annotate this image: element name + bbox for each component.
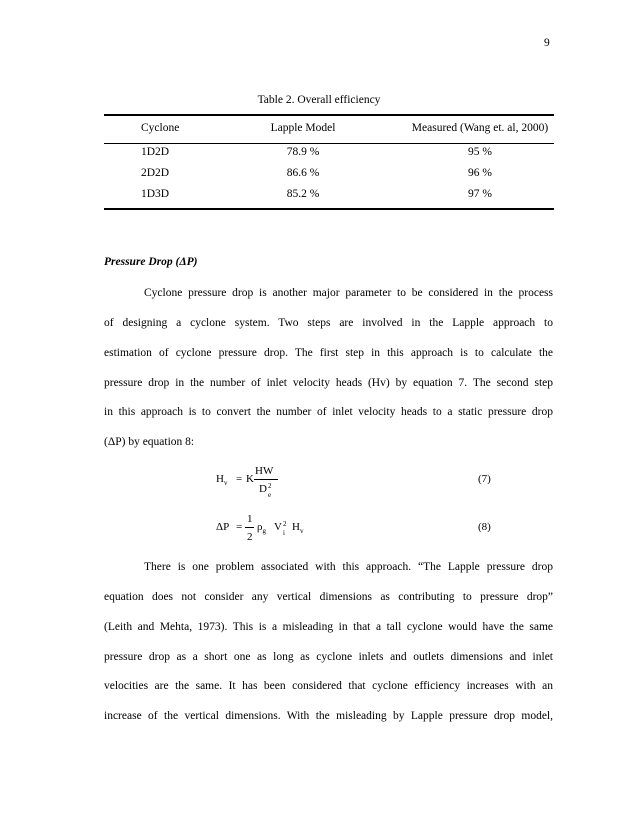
paragraph-line: (Leith and Mehta, 1973). This is a misleading in that a tall cyclone would have the same xyxy=(104,621,553,633)
table-cell-lapple: 86.6 % xyxy=(286,167,320,179)
eq8-fraction-bar xyxy=(245,527,254,528)
paragraph-line: pressure drop in the number of inlet velocity heads (Hv) by equation 7. The second step xyxy=(104,377,553,389)
table-cell-lapple: 85.2 % xyxy=(286,188,320,200)
eq8-velocity: V 2 i xyxy=(274,520,287,537)
table-top-rule xyxy=(104,114,554,116)
table-cell-cyclone: 2D2D xyxy=(141,167,170,179)
eq8-denominator: 2 xyxy=(247,531,253,543)
eq7-fraction-bar xyxy=(254,479,278,480)
paragraph-line: velocities are the same. It has been considered that cyclone efficiency increases with an xyxy=(104,680,553,692)
eq7-numerator: HW xyxy=(255,465,274,477)
eq7-denominator: D 2 e xyxy=(259,482,272,499)
table-cell-measured: 95 % xyxy=(468,146,492,158)
table-cell-cyclone: 1D3D xyxy=(141,188,170,200)
paragraph-line: (ΔP) by equation 8: xyxy=(104,436,195,448)
paragraph-line: in this approach is to convert the number of inlet velocity heads to a static pressure drop xyxy=(104,406,553,418)
eq7-equals: = xyxy=(236,473,243,485)
table-cell-measured: 96 % xyxy=(468,167,492,179)
eq7-lhs: $H_v$ xyxy=(216,473,228,488)
table-cell-lapple: 78.9 % xyxy=(286,146,320,158)
eq7-number: (7) xyxy=(478,473,491,485)
table-header-measured: Measured (Wang et. al, 2000) xyxy=(411,122,549,134)
table-bottom-rule xyxy=(104,208,554,210)
paragraph-line: pressure drop as a short one as long as cyclone inlets and outlets dimensions and inlet xyxy=(104,651,553,663)
delta-p-symbol: ΔP xyxy=(179,256,194,268)
eq8-lhs: ΔP xyxy=(216,521,230,533)
eq8-head: $H_v$ xyxy=(292,521,304,536)
page-number: 9 xyxy=(544,37,550,49)
paragraph-line: equation does not consider any vertical dimensions as contributing to pressure drop” xyxy=(104,591,553,603)
table-cell-measured: 97 % xyxy=(468,188,492,200)
paragraph-line: estimation of cyclone pressure drop. The first step in this approach is to calculate the xyxy=(104,347,553,359)
table-header-lapple: Lapple Model xyxy=(270,122,336,134)
eq8-rho: $\rho_g$ xyxy=(257,521,266,536)
table-header-cyclone: Cyclone xyxy=(141,122,180,134)
section-heading: Pressure Drop (ΔP) xyxy=(104,256,198,268)
eq8-numerator: 1 xyxy=(247,513,253,525)
table-header-rule xyxy=(104,143,554,144)
eq8-number: (8) xyxy=(478,521,491,533)
paragraph-line: of designing a cyclone system. Two steps are involved in the Lapple approach to xyxy=(104,317,553,329)
eq8-equals: = xyxy=(236,521,243,533)
eq7-coefficient: K xyxy=(246,473,254,485)
table-cell-cyclone: 1D2D xyxy=(141,146,170,158)
table-caption: Table 2. Overall efficiency xyxy=(257,94,381,106)
paragraph-line: increase of the vertical dimensions. With the misleading by Lapple pressure drop model, xyxy=(104,710,553,722)
paragraph-line: Cyclone pressure drop is another major parameter to be considered in the process xyxy=(144,287,553,299)
paragraph-line: There is one problem associated with this approach. “The Lapple pressure drop xyxy=(144,561,553,573)
